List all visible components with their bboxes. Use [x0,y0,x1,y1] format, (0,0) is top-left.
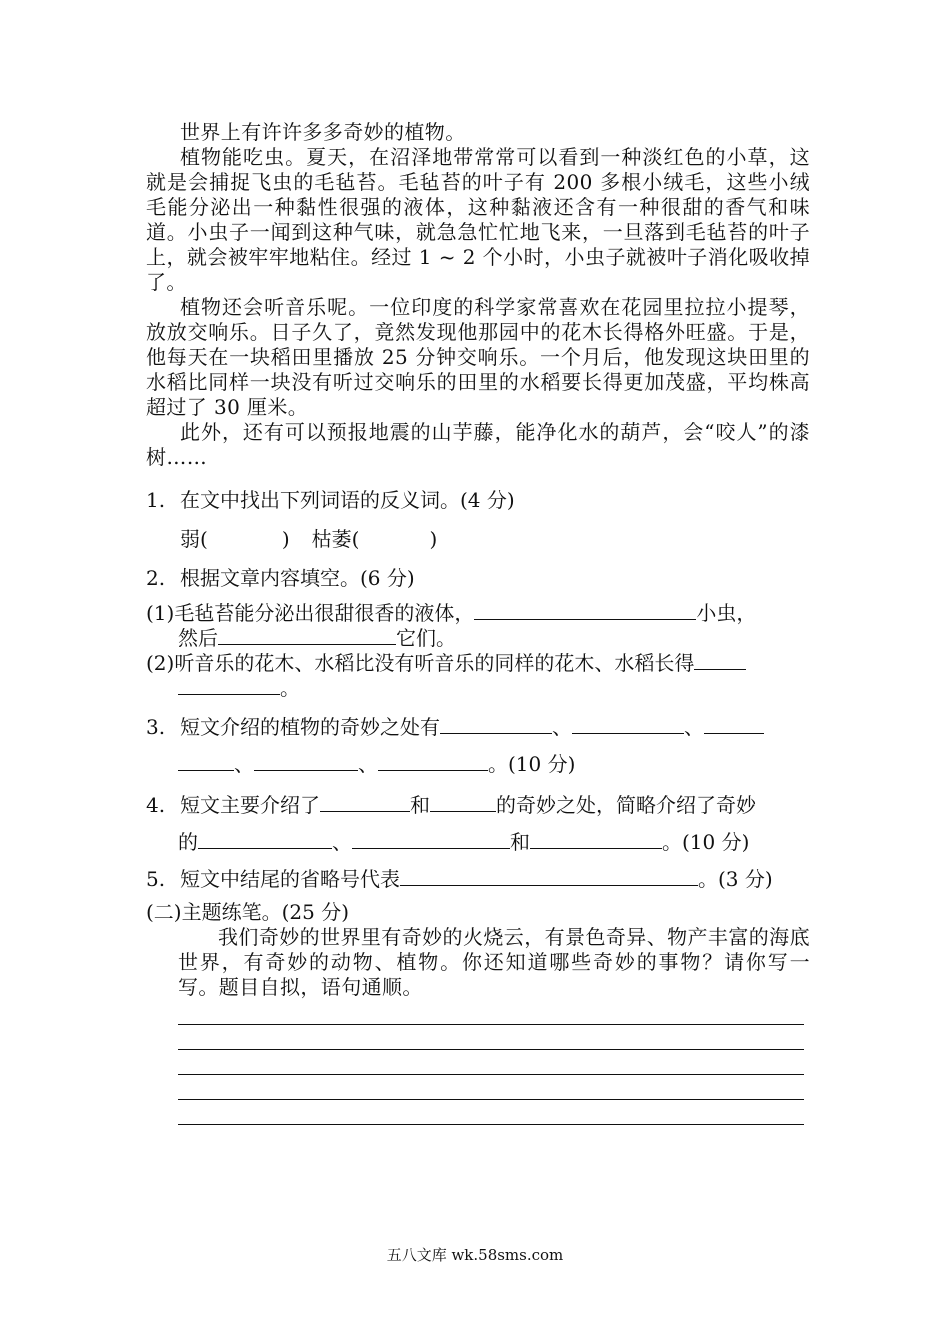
main-plant-blank-1[interactable] [320,793,410,812]
separator: 、 [684,715,704,739]
question-2-sub-2 [146,651,810,701]
feature-blank-5[interactable] [378,752,488,771]
sub-2-text-b: 。 [280,676,300,700]
question-1-number: 1. [146,488,166,512]
question-5-text: 短文中结尾的省略号代表 [180,867,400,891]
writing-line-5[interactable] [178,1100,804,1125]
brief-plant-blank-1[interactable] [198,830,332,849]
ellipsis-meaning-blank[interactable] [400,867,698,886]
sub-1-blank-2[interactable] [218,626,396,645]
question-2-number: 2. [146,566,166,590]
writing-line-4[interactable] [178,1075,804,1100]
sub-2-blank-1b[interactable] [178,676,280,695]
main-plant-blank-2[interactable] [430,793,496,812]
question-4-text-c: 的 [178,830,198,854]
footer-watermark: 五八文库 wk.58sms.com [386,1246,564,1264]
feature-blank-4[interactable] [254,752,358,771]
brief-plant-blank-3[interactable] [530,830,662,849]
question-4-text-b: 的奇妙之处，简略介绍了奇妙 [496,793,756,817]
antonym-item-2-suffix: ) [429,527,438,551]
sub-1-text-c: 然后 [178,626,218,650]
writing-prompt: 我们奇妙的世界里有奇妙的火烧云，有景色奇异、物产丰富的海底世界，有奇妙的动物、植物。你还知道哪些奇妙的事物？请你写一写。题目自拟，语句通顺。 [178,925,810,999]
brief-plant-blank-2[interactable] [352,830,510,849]
question-1 [146,488,810,513]
question-2 [146,566,810,591]
question-4-score: 。(10 分) [662,830,750,854]
worksheet-page [146,120,810,1125]
sub-2-blank-1a[interactable] [694,651,746,670]
question-4-number: 4. [146,793,166,817]
question-2-text: 根据文章内容填空。(6 分) [180,566,415,590]
question-3-score: 。(10 分) [488,752,576,776]
passage-paragraph-4: 此外，还有可以预报地震的山芋藤，能净化水的葫芦，会“咬人”的漆树…… [146,420,810,469]
question-5 [146,861,810,898]
passage-paragraph-2: 植物能吃虫。夏天，在沼泽地带常常可以看到一种淡红色的小草，这就是会捕捉飞虫的毛毡苔。毛毡苔的叶子有 200 多根小绒毛，这些小绒毛能分泌出一种黏性很强的液体，这种黏液还含有一种很甜的香气和味道。小虫子一闻到这种气味，就急急忙忙地飞来，一旦落到毛毡苔的叶子上，就会被牢牢地粘住。经过 1 ~ 2 个小时，小虫子就被叶子消化吸收掉了。 [146,145,810,294]
question-5-number: 5. [146,867,166,891]
writing-lines[interactable] [146,1000,810,1125]
and-word: 和 [410,793,430,817]
passage-paragraph-1: 世界上有许许多多奇妙的植物。 [180,120,466,144]
separator: 、 [358,752,378,776]
question-3 [146,709,810,783]
question-5-score: 。(3 分) [698,867,773,891]
and-word: 和 [510,830,530,854]
feature-blank-3b[interactable] [178,752,234,771]
sub-1-text-b: 小虫， [696,601,757,625]
separator: 、 [332,830,352,854]
question-4-text-a: 短文主要介绍了 [180,793,320,817]
sub-1-text-d: 它们。 [396,626,456,650]
writing-line-3[interactable] [178,1050,804,1075]
passage-paragraph-3: 植物还会听音乐呢。一位印度的科学家常喜欢在花园里拉拉小提琴，放放交响乐。日子久了，竟然发现他那园中的花木长得格外旺盛。于是，他每天在一块稻田里播放 25 分钟交响乐。一个月后，他发现这块田里的水稻比同样一块没有听过交响乐的田里的水稻要长得更加茂盛，平均株高超过了 30 厘米。 [146,295,810,419]
question-4 [146,787,810,861]
antonym-item-1-suffix: ) [281,527,290,551]
separator: 、 [234,752,254,776]
question-1-items [146,527,810,552]
question-2-sub-1 [146,601,810,651]
writing-line-1[interactable] [178,1000,804,1025]
sub-1-text-a: (1)毛毡苔能分泌出很甜很香的液体， [146,601,475,625]
question-3-text: 短文介绍的植物的奇妙之处有 [180,715,440,739]
antonym-item-1-prefix: 弱( [180,527,208,551]
question-3-number: 3. [146,715,166,739]
antonym-item-2-prefix: 枯萎( [311,527,360,551]
feature-blank-1[interactable] [440,715,552,734]
separator: 、 [552,715,572,739]
writing-line-2[interactable] [178,1025,804,1050]
writing-section-title: (二)主题练笔。(25 分) [146,900,350,924]
sub-1-blank-1[interactable] [474,601,696,620]
feature-blank-2[interactable] [572,715,684,734]
question-1-text: 在文中找出下列词语的反义词。(4 分) [180,488,515,512]
sub-2-text-a: (2)听音乐的花木、水稻比没有听音乐的同样的花木、水稻长得 [146,651,695,675]
feature-blank-3a[interactable] [704,715,764,734]
